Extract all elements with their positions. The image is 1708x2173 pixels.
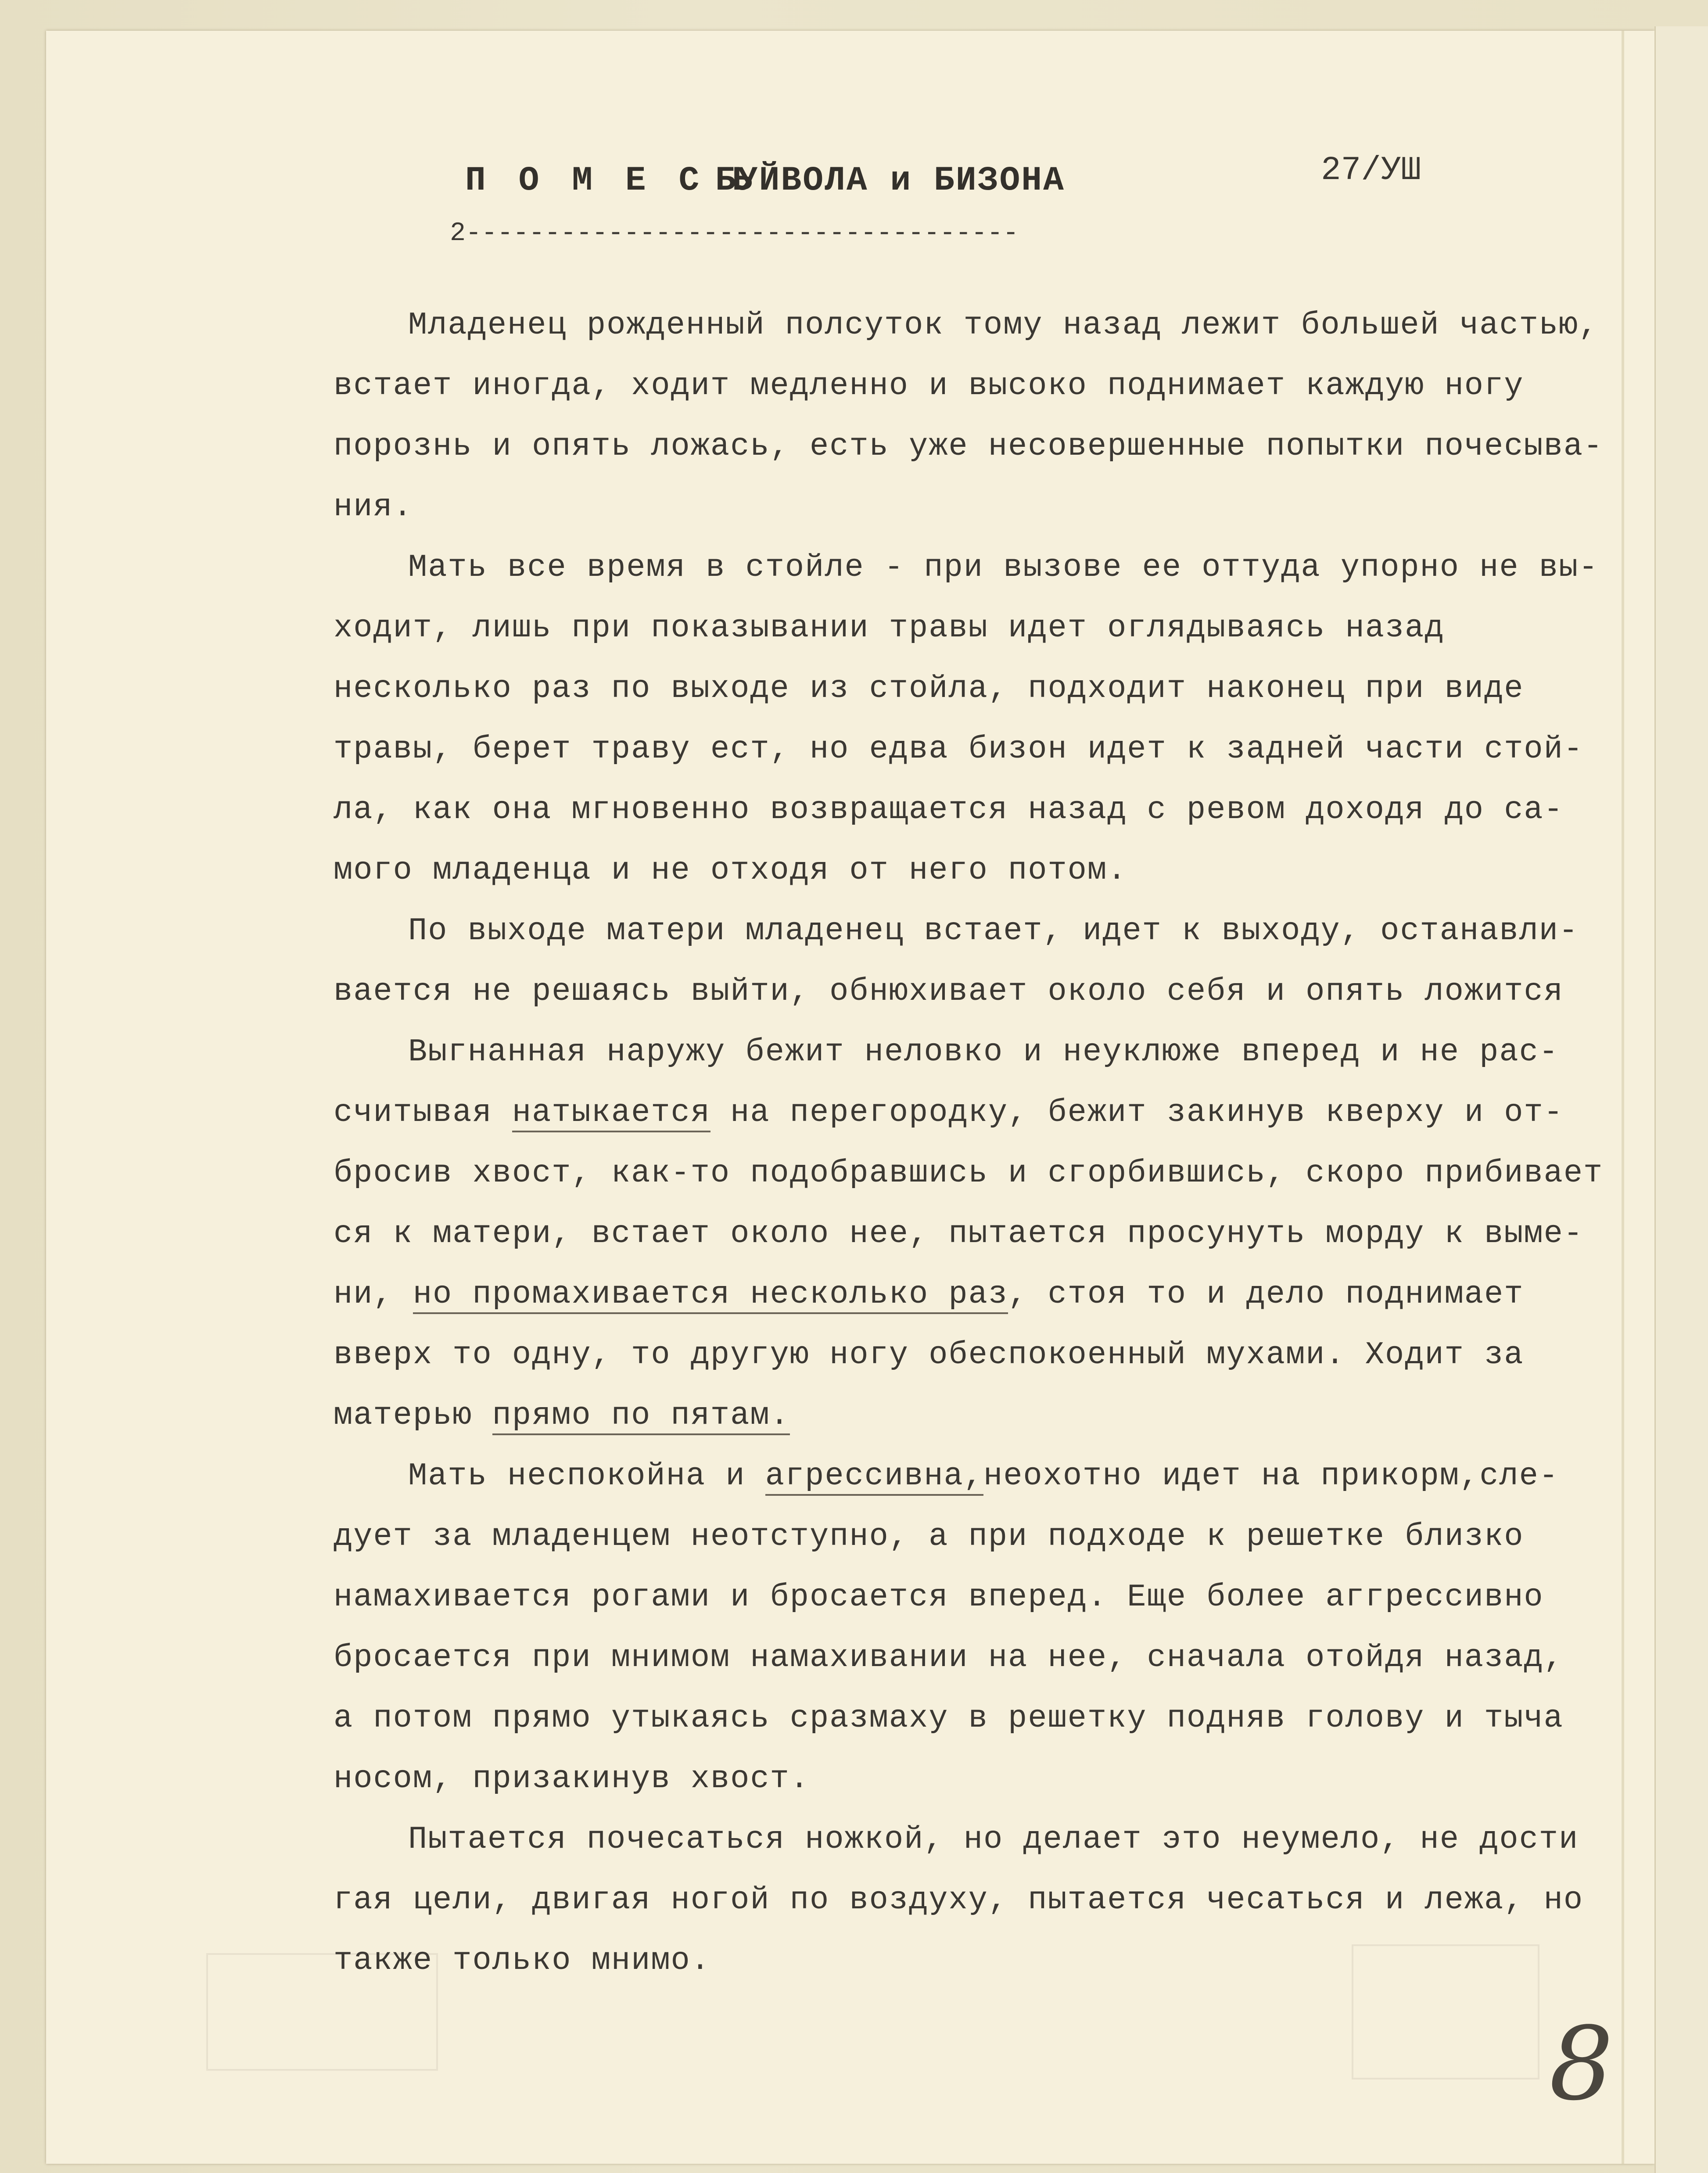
p4-line-4: ся к матери, встает около нее, пытается просунуть морду к выме- bbox=[334, 1216, 1584, 1252]
p5-line-3: намахивается рогами и бросается вперед. Еще более аггрессивно bbox=[334, 1579, 1544, 1615]
p5-line-1-a: Мать неспокойна и bbox=[408, 1458, 765, 1494]
p4-line-7 bbox=[334, 1397, 790, 1433]
p6-line-2: гая цели, двигая ногой по воздуху, пытается чесаться и лежа, но bbox=[334, 1882, 1584, 1918]
p2-line-3: несколько раз по выходе из стойла, подходит наконец при виде bbox=[334, 671, 1524, 707]
handwritten-page-number: 8 bbox=[1549, 2006, 1614, 2123]
p2-line-2: ходит, лишь при показывании травы идет оглядываясь назад bbox=[334, 610, 1445, 646]
p5-line-1 bbox=[408, 1458, 1559, 1494]
p3-line-2: вается не решаясь выйти, обнюхивает около себя и опять ложится bbox=[334, 973, 1564, 1009]
p6-line-1: Пытается почесаться ножкой, но делает это неумело, не дости bbox=[408, 1821, 1579, 1857]
section-number-line: 2----------------------------------- bbox=[450, 219, 1019, 248]
underlined-phrase: прямо по пятам. bbox=[492, 1397, 790, 1435]
p1-line-2: встает иногда, ходит медленно и высоко поднимает каждую ногу bbox=[334, 368, 1524, 404]
p5-line-1-b: неохотно идет на прикорм,сле- bbox=[983, 1458, 1559, 1494]
p4-line-7-a: матерью bbox=[334, 1397, 492, 1433]
p3-line-1: По выходе матери младенец встает, идет к выходу, останавли- bbox=[408, 913, 1579, 949]
p2-line-4: травы, берет траву ест, но едва бизон идет к задней части стой- bbox=[334, 731, 1584, 767]
document-title-spaced: П О М Е С Ь bbox=[465, 162, 759, 200]
p2-line-6: мого младенца и не отходя от него потом. bbox=[334, 852, 1127, 888]
p6-line-3: также только мнимо. bbox=[334, 1943, 710, 1979]
p1-line-4: ния. bbox=[334, 489, 413, 525]
p2-line-5: ла, как она мгновенно возвращается назад с ревом доходя до са- bbox=[334, 792, 1564, 828]
p5-line-5: а потом прямо утыкаясь сразмаху в решетку подняв голову и тыча bbox=[334, 1700, 1564, 1736]
p4-line-3: бросив хвост, как-то подобравшись и сгорбившись, скоро прибивает bbox=[334, 1155, 1604, 1191]
p4-line-6: вверх то одну, то другую ногу обеспокоенный мухами. Ходит за bbox=[334, 1337, 1524, 1373]
page-edge-shadow bbox=[1622, 31, 1624, 2164]
underlined-phrase: агрессивна, bbox=[765, 1458, 983, 1496]
document-title: БУЙВОЛА и БИЗОНА bbox=[715, 162, 1065, 200]
underlined-phrase: но промахивается несколько раз bbox=[413, 1276, 1008, 1314]
p5-line-4: бросается при мнимом намахивании на нее, сначала отойдя назад, bbox=[334, 1640, 1564, 1676]
p4-line-5 bbox=[334, 1276, 1524, 1312]
p4-line-2-a: считывая bbox=[334, 1095, 512, 1131]
p4-line-2 bbox=[334, 1095, 1564, 1131]
p1-line-1: Младенец рожденный полсуток тому назад лежит большей частью, bbox=[408, 307, 1599, 343]
p5-line-2: дует за младенцем неотступно, а при подходе к решетке близко bbox=[334, 1519, 1524, 1555]
p4-line-5-b: , стоя то и дело поднимает bbox=[1008, 1276, 1524, 1312]
p4-line-1: Выгнанная наружу бежит неловко и неуклюже вперед и не рас- bbox=[408, 1034, 1559, 1070]
p4-line-5-a: ни, bbox=[334, 1276, 413, 1312]
underlined-phrase: натыкается bbox=[512, 1095, 710, 1132]
p2-line-1: Мать все время в стойле - при вызове ее оттуда упорно не вы- bbox=[408, 550, 1599, 585]
underlying-sheet bbox=[1654, 26, 1708, 2173]
p5-line-6: носом, призакинув хвост. bbox=[334, 1761, 810, 1797]
p1-line-3: порознь и опять ложась, есть уже несовершенные попытки почесыва- bbox=[334, 428, 1604, 464]
document-date: 27/УШ bbox=[1321, 151, 1421, 189]
p4-line-2-b: на перегородку, бежит закинув кверху и от- bbox=[710, 1095, 1564, 1131]
faint-stamp-right bbox=[1352, 1944, 1539, 2080]
